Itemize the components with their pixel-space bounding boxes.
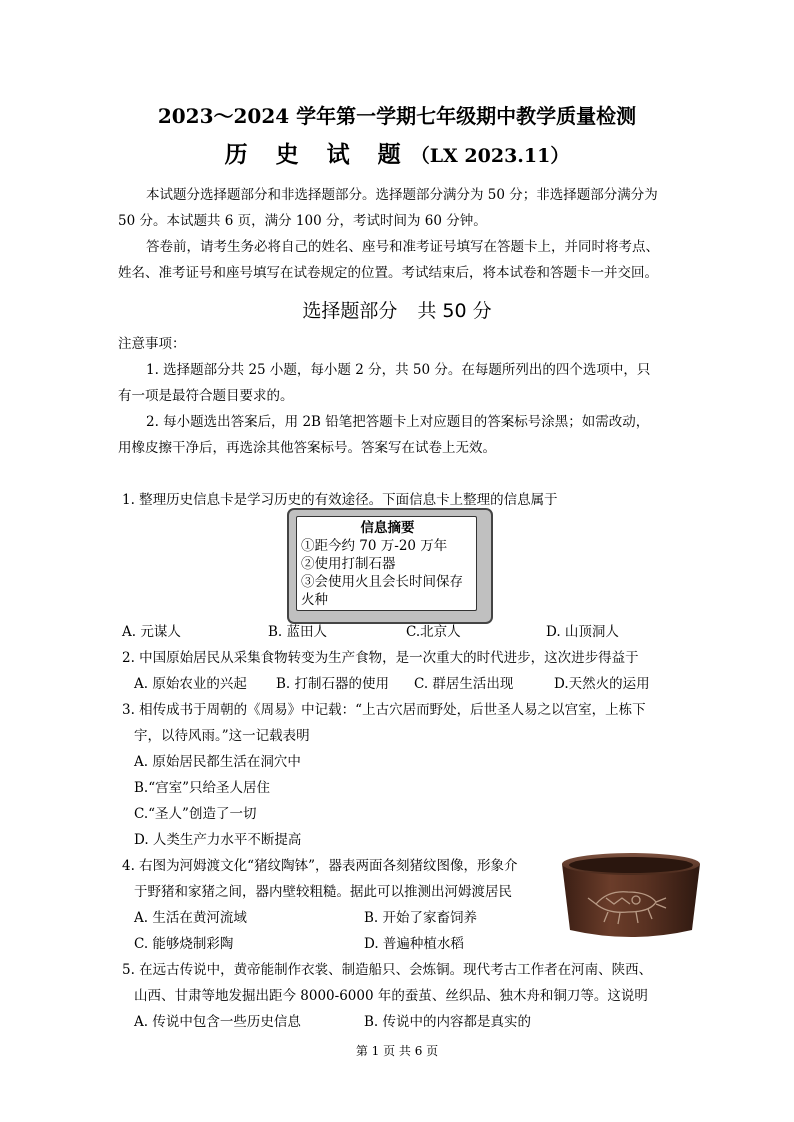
q3-option-c: C.“圣人”创造了一切	[134, 806, 257, 822]
intro-paragraph-2	[118, 234, 688, 286]
note-2-line-1: 2. 每小题选出答案后，用 2B 铅笔把答题卡上对应题目的答案标号涂黑；如需改动，	[146, 414, 650, 430]
subject-title	[0, 136, 794, 169]
q1-stem: 1. 整理历史信息卡是学习历史的有效途径。下面信息卡上整理的信息属于	[122, 492, 558, 508]
q4-option-b: B. 开始了家畜饲养	[364, 910, 478, 926]
q1-option-c: C.北京人	[406, 624, 461, 640]
intro-line: 本试题分选择题部分和非选择题部分。选择题部分满分为 50 分；非选择题部分满分为	[146, 187, 658, 203]
q3-option-d: D. 人类生产力水平不断提高	[134, 832, 302, 848]
q4-stem-line-1: 4. 右图为河姆渡文化“猪纹陶钵”，器表两面各刻猪纹图像，形象介	[122, 858, 518, 874]
info-card-line: ②使用打制石器	[301, 556, 396, 572]
q1-option-a: A. 元谋人	[122, 624, 181, 640]
intro-line: 50 分。本试题共 6 页，满分 100 分，考试时间为 60 分钟。	[118, 213, 487, 229]
q5-stem-line-1: 5. 在远古传说中，黄帝能制作衣裳、制造船只、会炼铜。现代考古工作者在河南、陕西、	[122, 962, 653, 978]
info-card-line: ①距今约 70 万-20 万年	[301, 538, 448, 554]
intro-line: 姓名、准考证号和座号填写在试卷规定的位置。考试结束后，将本试卷和答题卡一并交回。	[118, 265, 658, 281]
q3-option-a: A. 原始居民都生活在洞穴中	[134, 754, 301, 770]
q5-option-a: A. 传说中包含一些历史信息	[134, 1014, 301, 1030]
q3-option-b: B.“宫室”只给圣人居住	[134, 780, 271, 796]
subject-name: 历 史 试 题	[224, 141, 411, 168]
note-2-line-2: 用橡皮擦干净后，再选涂其他答案标号。答案写在试卷上无效。	[118, 440, 496, 456]
q1-option-b: B. 蓝田人	[268, 624, 328, 640]
q4-stem-line-2: 于野猪和家猪之间，器内壁较粗糙。据此可以推测出河姆渡居民	[134, 884, 512, 900]
intro-line: 答卷前，请考生务必将自己的姓名、座号和准考证号填写在答题卡上，并同时将考点、	[146, 239, 659, 255]
note-1-line-1: 1. 选择题部分共 25 小题，每小题 2 分，共 50 分。在每题所列出的四个选项中，只	[146, 362, 651, 378]
page-footer: 第 1 页 共 6 页	[355, 1044, 439, 1058]
exam-title: 2023～2024 学年第一学期七年级期中教学质量检测	[157, 104, 637, 128]
notes-label: 注意事项：	[118, 336, 186, 352]
q2-option-d: D.天然火的运用	[554, 676, 650, 692]
q4-option-a: A. 生活在黄河流域	[134, 910, 247, 926]
q1-option-d: D. 山顶洞人	[546, 624, 619, 640]
q4-option-d: D. 普遍种植水稻	[364, 936, 464, 952]
q2-option-c: C. 群居生活出现	[414, 676, 514, 692]
section-title	[0, 296, 794, 323]
section-title-b: 共 50 分	[417, 300, 492, 322]
q3-stem-line-2: 宇，以待风雨。”这一记载表明	[134, 728, 310, 744]
info-card-title: 信息摘要	[360, 520, 415, 536]
intro-paragraph-1	[118, 182, 688, 234]
info-card-line: ③会使用火且会长时间保存	[301, 574, 463, 590]
q2-stem: 2. 中国原始居民从采集食物转变为生产食物，是一次重大的时代进步，这次进步得益于	[122, 650, 639, 666]
q2-option-b: B. 打制石器的使用	[276, 676, 390, 692]
section-title-a: 选择题部分	[302, 300, 398, 322]
q2-option-a: A. 原始农业的兴起	[134, 676, 247, 692]
q5-option-b: B. 传说中的内容都是真实的	[364, 1014, 532, 1030]
info-card	[287, 508, 493, 624]
q3-stem-line-1: 3. 相传成书于周朝的《周易》中记载：“上古穴居而野处，后世圣人易之以宫室，上栋下	[122, 702, 646, 718]
q5-stem-line-2: 山西、甘肃等地发掘出距今 8000-6000 年的蚕茧、丝织品、独木舟和铜刀等。这说明	[134, 988, 648, 1004]
exam-code: （LX 2023.11）	[410, 145, 570, 167]
pig-pattern-pottery-bowl-image	[556, 846, 706, 946]
info-card-line: 火种	[301, 592, 328, 608]
info-card-content	[296, 516, 477, 611]
note-1-line-2: 有一项是最符合题目要求的。	[118, 388, 294, 404]
q4-option-c: C. 能够烧制彩陶	[134, 936, 234, 952]
